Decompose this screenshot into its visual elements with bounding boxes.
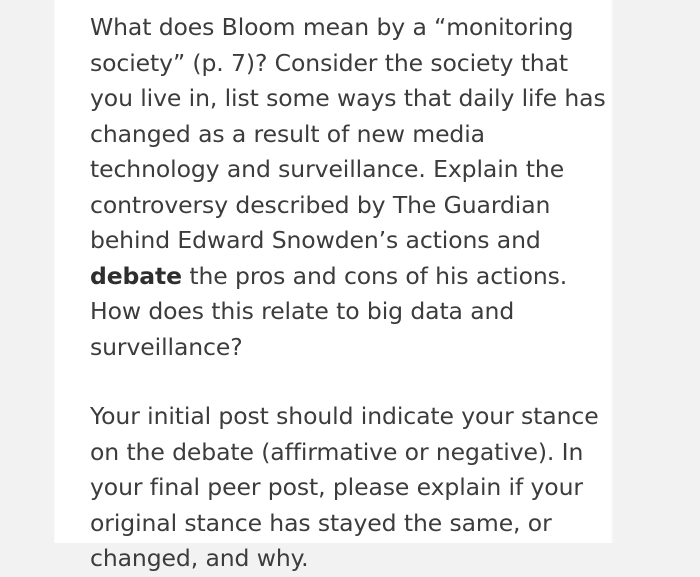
text-run: the pros and cons of his actions. How does this relate to big data and surveillance?: [90, 261, 568, 361]
instructions-paragraph: [90, 399, 615, 577]
emphasized-word: debate: [90, 261, 183, 290]
document-text-body: [90, 0, 615, 577]
text-run: What does Bloom mean by a “monitoring society” (p. 7)? Consider the society that you live in, list some ways that daily life has changed as a result of new media technology and surveillance. Explain the controversy described by The Guardian behind Edward Snowden’s actions and: [90, 13, 606, 254]
text-run: Your initial post should indicate your stance on the debate (affirmative or negative). In your final peer post, please explain if your original stance has stayed the same, or changed, and why.: [90, 402, 599, 572]
card-left-edge-shadow: [53, 0, 55, 543]
question-paragraph: [90, 10, 615, 365]
